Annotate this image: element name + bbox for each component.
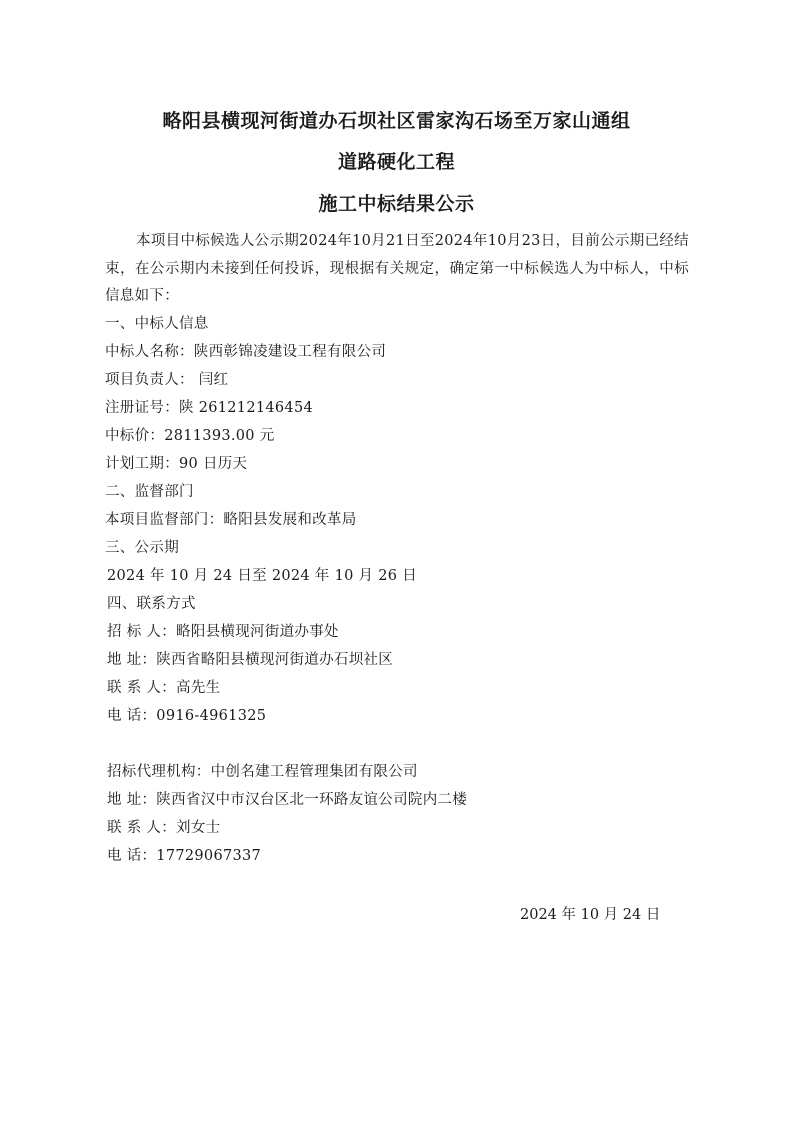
bid-price: 中标价：2811393.00 元 — [105, 428, 275, 444]
tenderer-phone: 电 话：0916-4961325 — [107, 708, 267, 724]
supervising-department: 本项目监督部门：略阳县发展和改革局 — [105, 512, 357, 528]
winner-name: 中标人名称：陕西彰锦凌建设工程有限公司 — [105, 344, 387, 360]
intro-paragraph: 本项目中标候选人公示期2024年10月21日至2024年10月23日，目前公示期已经结束，在公示期内未接到任何投诉，现根据有关规定，确定第一中标候选人为中标人，中标信息如下： — [105, 233, 689, 304]
publication-date: 2024 年 10 月 24 日 — [520, 907, 661, 923]
agency-phone: 电 话：17729067337 — [107, 848, 262, 864]
document-title-line-3: 施工中标结果公示 — [318, 193, 475, 215]
tender-agency: 招标代理机构：中创名建工程管理集团有限公司 — [107, 764, 418, 780]
section-2-heading: 二、监督部门 — [105, 484, 194, 500]
tenderer-contact: 联 系 人：高先生 — [107, 680, 221, 696]
document-title-line-2: 道路硬化工程 — [337, 151, 455, 173]
section-1-heading: 一、中标人信息 — [105, 316, 209, 332]
agency-address: 地 址：陕西省汉中市汉台区北一环路友谊公司院内二楼 — [107, 792, 468, 808]
agency-contact: 联 系 人：刘女士 — [107, 820, 221, 836]
project-manager: 项目负责人： 闫红 — [105, 372, 229, 388]
tenderer-address: 地 址：陕西省略阳县横现河街道办石坝社区 — [107, 652, 394, 668]
section-4-heading: 四、联系方式 — [107, 596, 196, 612]
registration-number: 注册证号：陕 261212146454 — [105, 400, 314, 416]
document-title-line-1: 略阳县横现河街道办石坝社区雷家沟石场至万家山通组 — [162, 110, 631, 132]
section-3-heading: 三、公示期 — [105, 540, 179, 556]
tenderer: 招 标 人：略阳县横现河街道办事处 — [107, 624, 339, 640]
planned-duration: 计划工期：90 日历天 — [105, 456, 248, 472]
publicity-period: 2024 年 10 月 24 日至 2024 年 10 月 26 日 — [107, 568, 418, 584]
